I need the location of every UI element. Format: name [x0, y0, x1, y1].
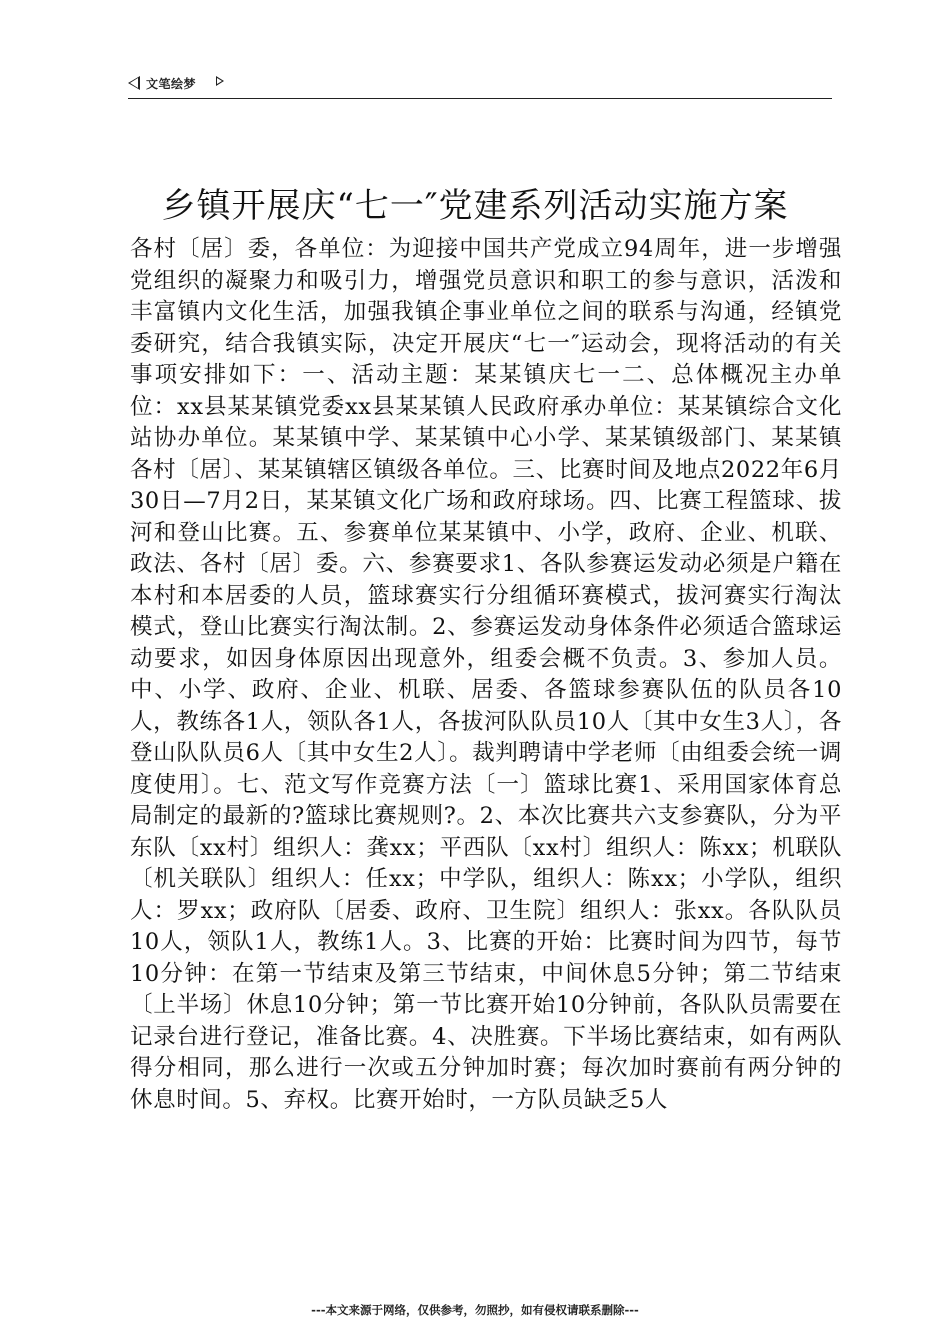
- document-body: 各村〔居〕委，各单位：为迎接中国共产党成立94周年，进一步增强党组织的凝聚力和吸引力，增强党员意识和职工的参与意识，活泼和丰富镇内文化生活，加强我镇企事业单位之间的联系与沟通，经镇党委研究，结合我镇实际，决定开展庆“七一″运动会，现将活动的有关事项安排如下：一、活动主题：某某镇庆七一二、总体概况主办单位：xx县某某镇党委xx县某某镇人民政府承办单位：某某镇综合文化站协办单位。某某镇中学、某某镇中心小学、某某镇级部门、某某镇各村〔居〕、某某镇辖区镇级各单位。三、比赛时间及地点2022年6月30日—7月2日，某某镇文化广场和政府球场。四、比赛工程篮球、拔河和登山比赛。五、参赛单位某某镇中、小学，政府、企业、机联、政法、各村〔居〕委。六、参赛要求1、各队参赛运发动必须是户籍在本村和本居委的人员，篮球赛实行分组循环赛模式，拔河赛实行淘汰模式，登山比赛实行淘汰制。2、参赛运发动身体条件必须适合篮球运动要求，如因身体原因出现意外，组委会概不负责。3、参加人员。中、小学、政府、企业、机联、居委、各篮球参赛队伍的队员各10人，教练各1人，领队各1人，各拔河队队员10人〔其中女生3人〕，各登山队队员6人〔其中女生2人〕。裁判聘请中学老师〔由组委会统一调度使用〕。七、范文写作竞赛方法〔一〕篮球比赛1、采用国家体育总局制定的最新的?篮球比赛规则?。2、本次比赛共六支参赛队，分为平东队〔xx村〕组织人：龚xx；平西队〔xx村〕组织人：陈xx；机联队〔机关联队〕组织人：任xx；中学队，组织人：陈xx；小学队，组织人：罗xx；政府队〔居委、政府、卫生院〕组织人：张xx。各队队员10人，领队1人，教练1人。3、比赛的开始：比赛时间为四节，每节10分钟：在第一节结束及第三节结束，中间休息5分钟；第二节结束〔上半场〕休息10分钟；第一节比赛开始10分钟前，各队队员需要在记录台进行登记，准备比赛。4、决胜赛。下半场比赛结束，如有两队得分相同，那么进行一次或五分钟加时赛；每次加时赛前有两分钟的休息时间。5、弃权。比赛开始时，一方队员缺乏5人: [130, 236, 842, 1113]
- document-title: 乡镇开展庆“七一″党建系列活动实施方案: [161, 186, 789, 226]
- page-header: [128, 74, 832, 99]
- triangle-right-icon: [216, 76, 224, 86]
- triangle-left-icon: [128, 76, 140, 90]
- header-brand: 文笔绘梦: [146, 77, 197, 91]
- footer-disclaimer: ---本文来源于网络，仅供参考，勿照抄，如有侵权请联系删除---: [311, 1303, 639, 1317]
